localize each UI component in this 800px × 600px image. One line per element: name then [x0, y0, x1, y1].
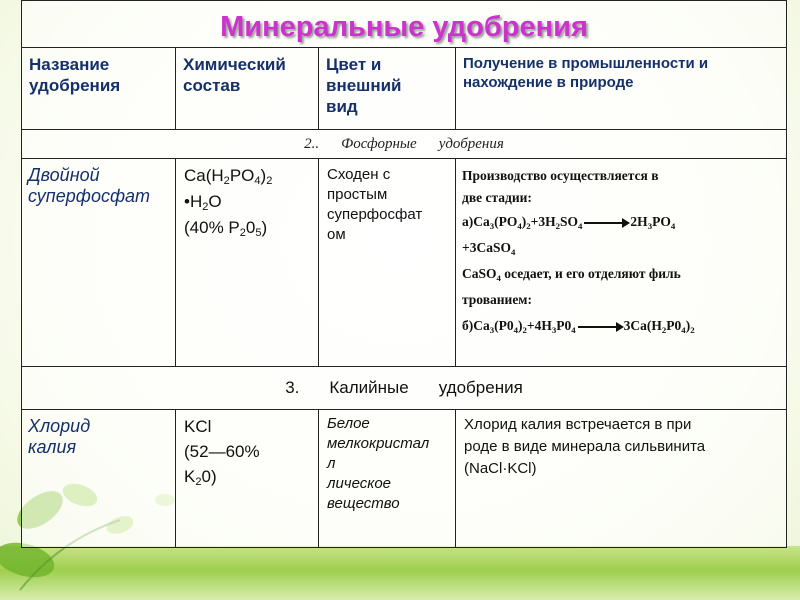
- fertilizers-table: [21, 0, 787, 548]
- kcl-occurrence: Хлорид калия встречается в при роде в виде минерала сильвинита (NaCl·KCl): [456, 410, 787, 548]
- header-appearance: Цвет и внешний вид: [319, 48, 456, 130]
- header-composition: Химический состав: [176, 48, 319, 130]
- header-name: Название удобрения: [22, 48, 176, 130]
- header-production: Получение в промышленности и нахождение в природе: [456, 48, 787, 130]
- superphosphate-name: Двойной суперфосфат: [22, 159, 176, 367]
- reaction-arrow-icon: [584, 222, 628, 224]
- title-cell: [22, 1, 787, 48]
- superphosphate-production: Производство осуществляется в две стадии: $а)Ca_3(PO_4)_2+3H_2SO_4$ $2H_3PO_4$ +3CaSO$_4$ CaSO$_4$ оседает, и его отделяют филь трованием: $б)Ca_3(P0_4)_2+4H_3P0_4$ $3Ca(H_2P0_4)_2$: [456, 159, 787, 367]
- kcl-name: Хлорид калия: [22, 410, 176, 548]
- section-potassium: 3. Калийные удобрения: [22, 367, 787, 410]
- page-title: Минеральные удобрения: [220, 10, 588, 43]
- section-phosphate: 2.. Фосфорные удобрения: [22, 130, 787, 159]
- superphosphate-appearance: Сходен с простым суперфосфат ом: [319, 159, 456, 367]
- superphosphate-composition: $Ca(H_2PO_4)_2$ $•H_2O$ (40% $P_20_5$): [176, 159, 319, 367]
- kcl-composition: KCl (52—60% $K_20$): [176, 410, 319, 548]
- reaction-arrow-icon: [578, 326, 622, 328]
- kcl-appearance: Белое мелкокристал л лическое вещество: [319, 410, 456, 548]
